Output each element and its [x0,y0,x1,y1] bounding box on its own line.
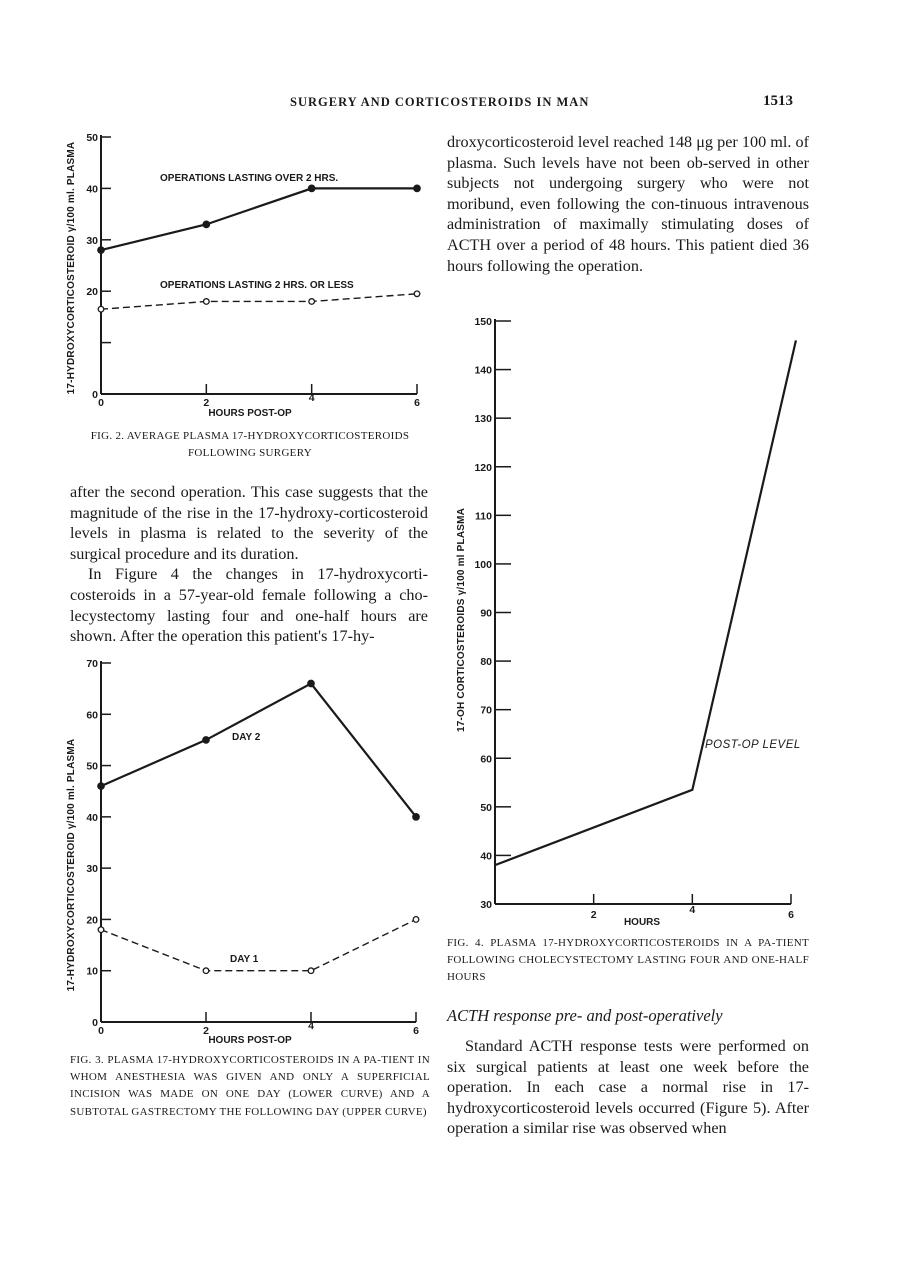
series-label: OPERATIONS LASTING 2 HRS. OR LESS [160,280,354,291]
right-paragraph-2: Standard ACTH response tests were performed on six surgical patients at least one week before the operation. In each case a normal rise in 17-hydroxycorticosteroid levels occurred (Figure 5). After operation a similar rise was observed when [447,1037,809,1138]
y-tick-label: 140 [474,364,492,377]
series-line [101,684,416,817]
data-point [98,927,104,933]
series-label: DAY 1 [230,954,259,965]
y-axis-title: 17-HYDROXYCORTICOSTEROID γ/100 ml. PLASMA [66,738,77,992]
x-axis-title: HOURS [623,917,661,928]
data-point [98,247,104,253]
x-tick-label: 4 [308,392,315,404]
y-tick-label: 110 [475,510,492,523]
y-axis-title: 17-HYDROXYCORTICOSTEROID γ/100 ml. PLASMA [66,141,77,395]
y-tick-label: 150 [474,316,492,328]
data-point [414,291,420,297]
y-tick-label: 50 [480,801,492,814]
data-point [308,680,314,686]
x-tick-label: 2 [590,909,597,921]
y-tick-label: 40 [86,183,98,196]
y-tick-label: 60 [480,753,492,766]
data-point [203,737,209,743]
x-tick-label: 4 [308,1020,314,1032]
series-line [101,294,417,309]
y-tick-label: 0 [92,1017,98,1029]
x-tick-label: 6 [414,397,420,409]
left-column-text [70,482,428,647]
y-tick-label: 10 [86,965,98,978]
figure-2-chart [60,118,430,418]
x-tick-label: 4 [689,904,696,916]
figure-2-caption: FIG. 2. AVERAGE PLASMA 17-HYDROXYCORTICOSTEROIDS FOLLOWING SURGERY [90,430,410,460]
data-point [414,185,420,191]
y-tick-label: 60 [86,709,98,722]
x-tick-label: 0 [98,397,104,409]
x-tick-label: 0 [98,1025,104,1037]
y-tick-label: 80 [480,656,492,669]
series-line [495,340,796,865]
page-number: 1513 [763,93,793,109]
data-point [98,306,104,312]
right-paragraph-1: droxycorticosteroid level reached 148 μg per 100 ml. of plasma. Such levels have not been ob-served in other subjects not undergoing surgery who were not moribund, even following the con-tinuous intravenous administration of maximally stimulating doses of ACTH over a period of 48 hours. This patient died 36 hours following the operation. [447,133,809,275]
x-tick-label: 2 [203,1025,209,1037]
x-tick-label: 6 [413,1025,419,1037]
figure-3-chart [60,650,430,1046]
series-label: OPERATIONS LASTING OVER 2 HRS. [160,173,339,184]
y-tick-label: 130 [474,413,492,426]
y-tick-label: 20 [86,286,98,299]
data-point [308,968,314,974]
right-column-text-bottom [447,1036,809,1139]
series-line [101,919,416,970]
y-tick-label: 70 [480,704,492,717]
data-point [309,299,315,305]
y-tick-label: 30 [86,234,98,247]
data-point [203,221,209,227]
x-axis-title: HOURS POST-OP [208,408,292,418]
annotation-label: POST-OP LEVEL [705,739,801,751]
data-point [203,968,209,974]
y-axis-title: 17-OH CORTICOSTEROIDS γ/100 ml PLASMA [456,507,467,733]
x-axis-title: HOURS POST-OP [208,1035,292,1046]
y-tick-label: 100 [474,558,492,571]
y-tick-label: 20 [86,914,98,927]
y-tick-label: 0 [92,389,98,401]
section-heading: ACTH response pre- and post-operatively [447,1006,723,1025]
running-title: SURGERY AND CORTICOSTEROIDS IN MAN [290,95,590,109]
y-tick-label: 40 [480,850,492,863]
series-label: DAY 2 [232,732,261,743]
x-tick-label: 2 [203,397,210,409]
y-tick-label: 50 [86,760,98,773]
data-point [308,185,314,191]
y-tick-label: 40 [86,811,98,824]
figure-4-caption: FIG. 4. PLASMA 17-HYDROXYCORTICOSTEROIDS IN A PA-TIENT FOLLOWING CHOLECYSTECTOMY LASTING FOUR AND ONE-HALF HOURS [447,937,809,984]
y-tick-label: 50 [86,132,98,144]
left-paragraph-1: after the second operation. This case suggests that the magnitude of the rise in the 17-hydroxy-corticosteroid levels in plasma is related to the severity of the surgical procedure and its duration. [70,483,428,563]
y-tick-label: 120 [474,461,492,474]
y-tick-label: 30 [86,863,98,876]
series-line [101,188,417,250]
y-tick-label: 30 [480,899,492,911]
data-point [413,814,419,820]
y-tick-label: 70 [86,658,98,670]
figure-3-caption: FIG. 3. PLASMA 17-HYDROXYCORTICOSTEROIDS IN A PA-TIENT IN WHOM ANESTHESIA WAS GIVEN AND ONLY A SUPERFICIAL INCISION WAS MADE ON ONE DAY (LOWER CURVE) AND A SUBTOTAL GASTRECTOMY THE FOLLOWING DAY (UPPER CURVE) [70,1054,430,1118]
y-tick-label: 90 [480,607,492,620]
data-point [204,299,210,305]
data-point [413,917,419,923]
left-paragraph-2: In Figure 4 the changes in 17-hydroxycorti-costeroids in a 57-year-old female following a cho-lecystectomy lasting four and one-half hours are shown. After the operation this patient's 17-hy- [70,565,428,646]
data-point [98,783,104,789]
x-tick-label: 6 [788,909,794,921]
figure-4-chart [447,310,817,930]
right-column-text-top [447,132,809,276]
